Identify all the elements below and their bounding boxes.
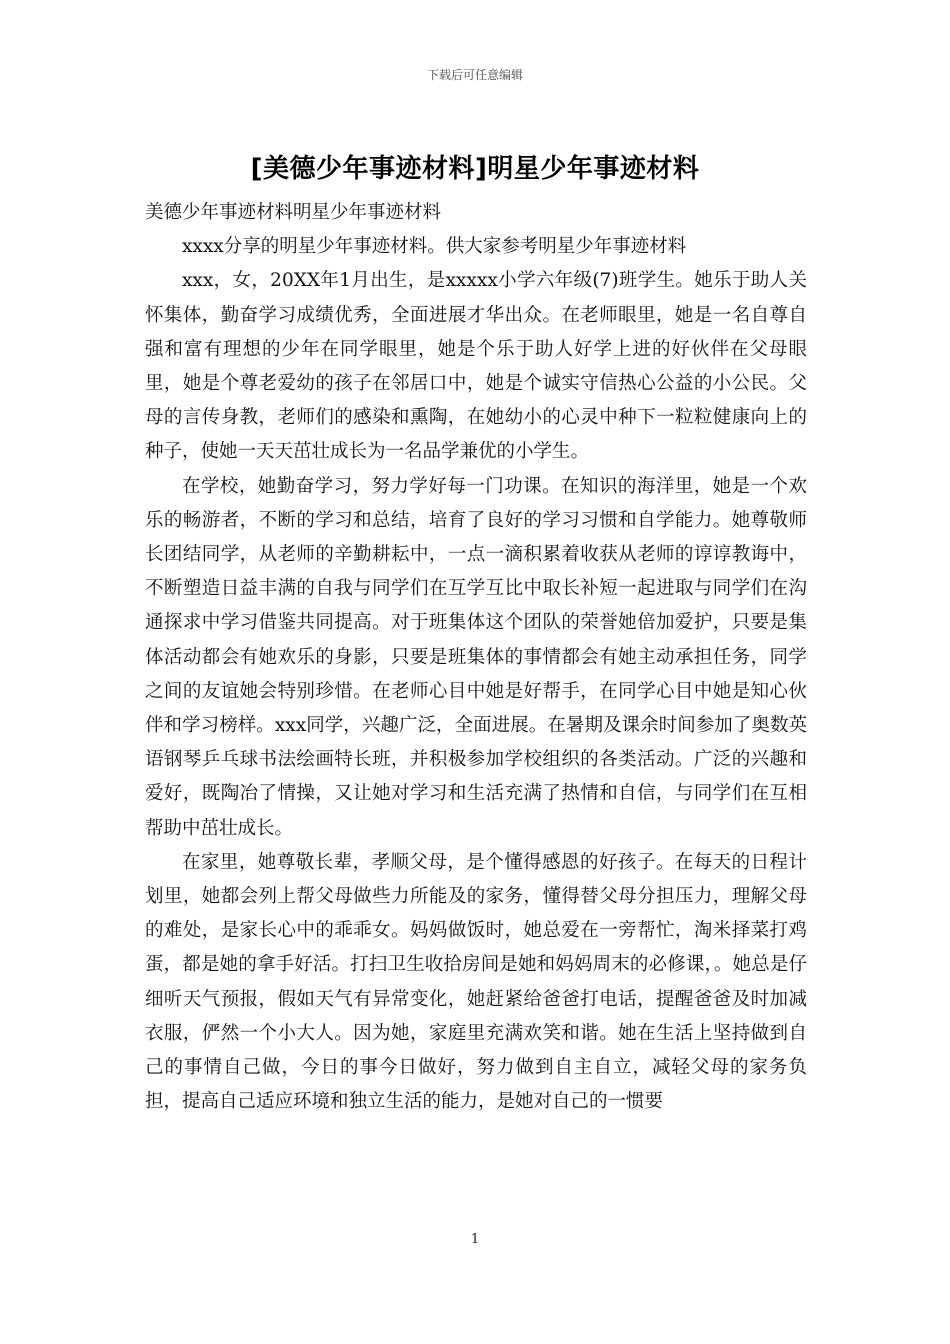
paragraph-intro: xxxx分享的明星少年事迹材料。供大家参考明星少年事迹材料	[182, 236, 687, 258]
paragraph-profile: xxx，女，20XX年1月出生，是xxxxx小学六年级(7)班学生。她乐于助人关怀集体，勤奋学习成绩优秀，全面进展才华出众。在老师眼里，她是一名自尊自强和富有理想的少年在同学眼里，她是个乐于助人好学上进的好伙伴在父母眼里，她是个尊老爱幼的孩子在邻居口中，她是个诚实守信热心公益的小公民。父母的言传身教，老师们的感染和熏陶，在她幼小的心灵中种下一粒粒健康向上的种子，使她一天天茁壮成长为一名品学兼优的小学生。	[145, 270, 807, 463]
document-title: [美德少年事迹材料]明星少年事迹材料	[250, 154, 700, 184]
page-number: 1	[470, 1232, 480, 1247]
document-body	[145, 196, 807, 1119]
document-subtitle: 美德少年事迹材料明星少年事迹材料	[145, 202, 442, 223]
paragraph-home: 在家里，她尊敬长辈，孝顺父母，是个懂得感恩的好孩子。在每天的日程计划里，她都会列上帮父母做些力所能及的家务，懂得替父母分担压力，理解父母的难处，是家长心中的乖乖女。妈妈做饭时，她总爱在一旁帮忙，淘米择菜打鸡蛋，都是她的拿手好活。打扫卫生收拾房间是她和妈妈周末的必修课，。她总是仔细听天气预报，假如天气有异常变化，她赶紧给爸爸打电话，提醒爸爸及时加减衣服，俨然一个小大人。因为她，家庭里充满欢笑和谐。她在生活上坚持做到自己的事情自己做，今日的事今日做好，努力做到自主自立，减轻父母的家务负担，提高自己适应环境和独立生活的能力，是她对自己的一惯要	[145, 851, 807, 1113]
paragraph-school: 在学校，她勤奋学习，努力学好每一门功课。在知识的海洋里，她是一个欢乐的畅游者，不断的学习和总结，培育了良好的学习习惯和自学能力。她尊敬师长团结同学，从老师的辛勤耕耘中，一点一滴积累着收获从老师的谆谆教诲中，不断塑造日益丰满的自我与同学们在互学互比中取长补短一起进取与同学们在沟通探求中学习借鉴共同提高。对于班集体这个团队的荣誉她倍加爱护，只要是集体活动都会有她欢乐的身影，只要是班集体的事情都会有她主动承担任务，同学之间的友谊她会特别珍惜。在老师心目中她是好帮手，在同学心目中她是知心伙伴和学习榜样。xxx同学，兴趣广泛，全面进展。在暑期及课余时间参加了奥数英语钢琴乒乓球书法绘画特长班，并积极参加学校组织的各类活动。广泛的兴趣和爱好，既陶冶了情操，又让她对学习和生活充满了热情和自信，与同学们在互相帮助中茁壮成长。	[145, 475, 807, 839]
header-note: 下载后可任意编辑	[426, 68, 523, 82]
